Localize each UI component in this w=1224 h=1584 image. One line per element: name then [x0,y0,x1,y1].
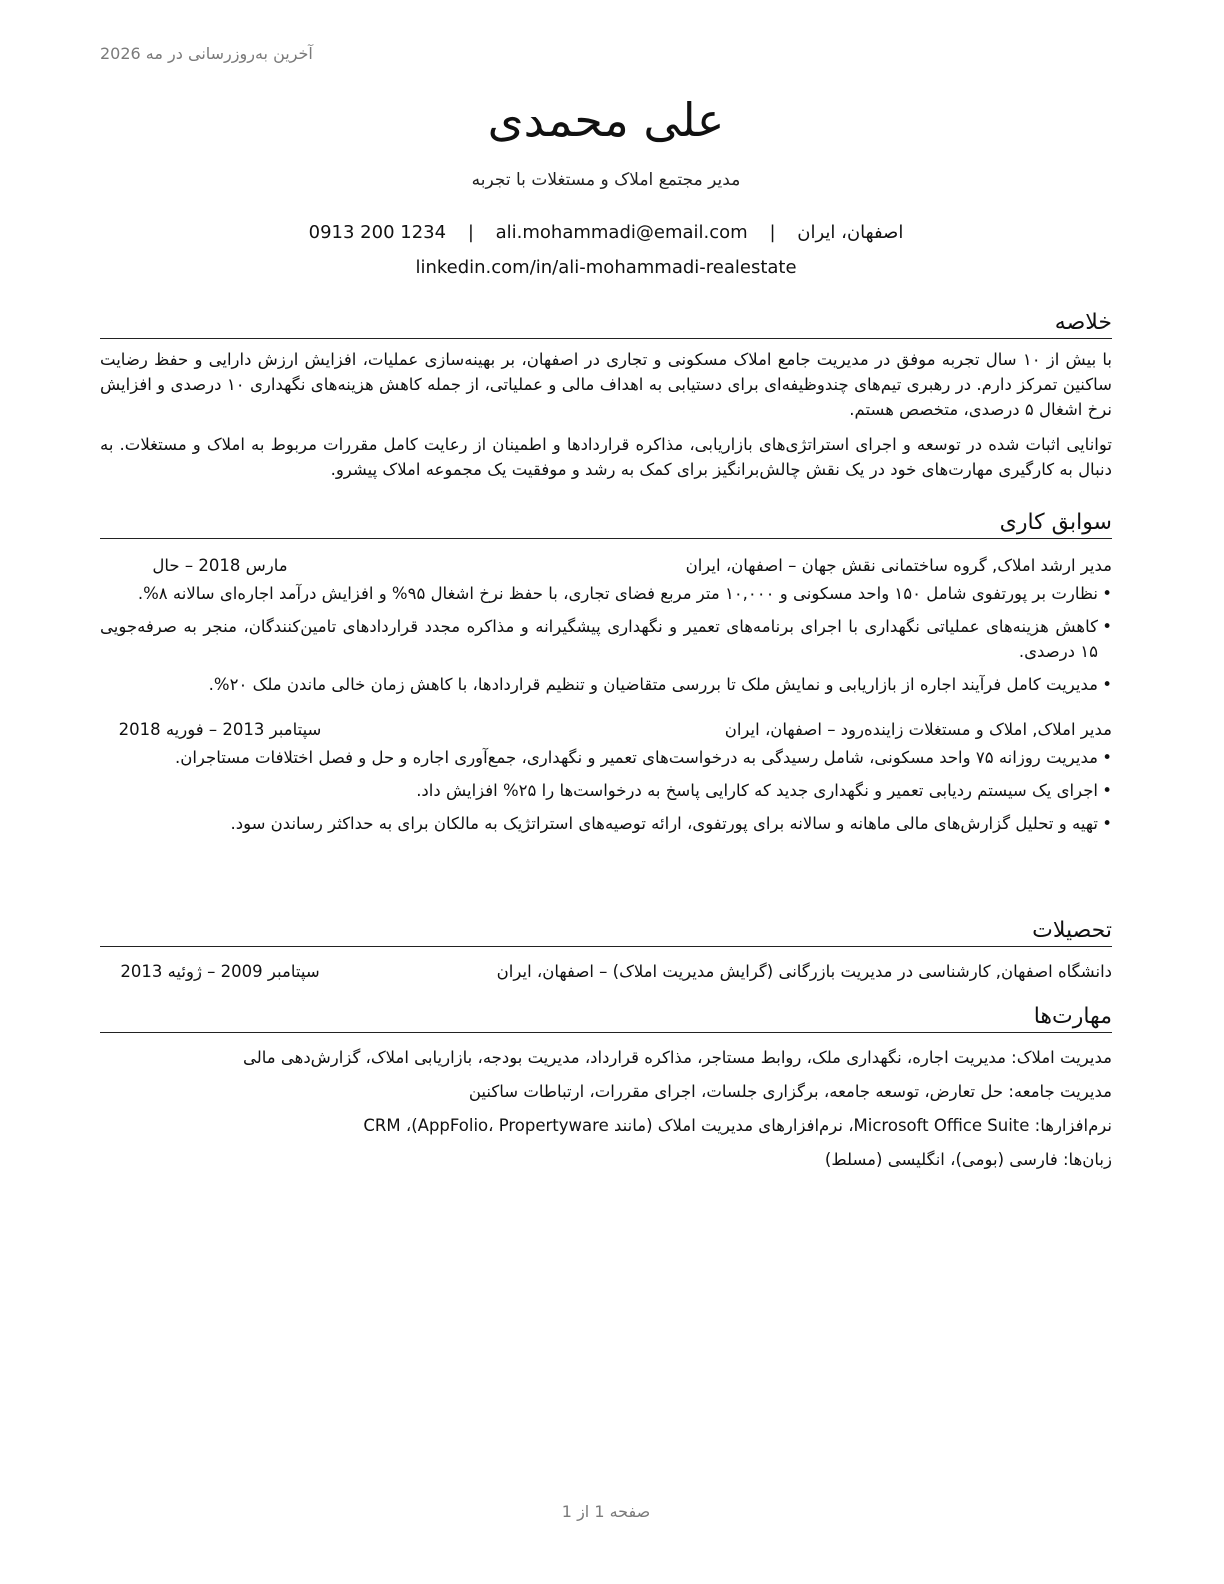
contact-separator: | [769,222,776,243]
contact-separator: | [467,222,474,243]
section-title: خلاصه [100,310,1112,339]
job-bullet: • کاهش هزینه‌های عملیاتی نگهداری با اجرای برنامه‌های تعمیر و نگهداری پیشگیرانه و مذاکره مجدد قراردادهای تامین‌کنندگان، منجر به صرفه‌جویی ۱۵ درصدی. [100,614,1112,664]
contact-linkedin[interactable]: linkedin.com/in/ali-mohammadi-realestate [415,257,797,278]
skills-section [100,1004,1112,1172]
job-title: مدیر املاک, املاک و مستغلات زاینده‌رود – اصفهان، ایران [724,720,1112,739]
candidate-name: علی محمدی [487,93,725,147]
job-bullet: • اجرای یک سیستم ردیابی تعمیر و نگهداری جدید که کارایی پاسخ به درخواست‌ها را ۲۵% افزایش داد. [100,778,1112,803]
candidate-headline: مدیر مجتمع املاک و مستغلات با تجربه [471,170,741,190]
job-dates: مارس 2018 – حال [152,556,288,575]
job-bullets [100,581,1112,697]
education-title: دانشگاه اصفهان, کارشناسی در مدیریت بازرگانی (گرایش مدیریت املاک) – اصفهان، ایران [496,962,1112,981]
job-bullets [100,745,1112,836]
summary-section [100,310,1112,482]
job-bullet: • تهیه و تحلیل گزارش‌های مالی ماهانه و سالانه برای پورتفوی، ارائه توصیه‌های استراتژیک به مالکان برای به حداکثر رساندن سود. [100,811,1112,836]
job-entry [100,717,1112,836]
job-dates: سپتامبر 2013 – فوریه 2018 [118,720,322,739]
contact-email[interactable]: ali.mohammadi@email.com [495,222,748,243]
job-title: مدیر ارشد املاک, گروه ساختمانی نقش جهان – اصفهان، ایران [685,556,1112,575]
job-header [100,553,1112,579]
section-title: سوابق کاری [100,510,1112,539]
education-entry [100,959,1112,985]
contact-location: اصفهان، ایران [797,222,904,243]
job-bullet: • نظارت بر پورتفوی شامل ۱۵۰ واحد مسکونی و ۱۰,۰۰۰ متر مربع فضای تجاری، با حفظ نرخ اشغال ۹۵% و افزایش درآمد اجاره‌ای سالانه ۸%. [100,581,1112,606]
experience-section [100,510,1112,844]
skill-line: نرم‌افزارها: Microsoft Office Suite، نرم‌افزارهای مدیریت املاک (مانند AppFolio، Propertyware)، CRM [363,1116,1112,1135]
job-bullet: • مدیریت کامل فرآیند اجاره از بازاریابی و نمایش ملک تا بررسی متقاضیان و تنظیم قراردادها، با کاهش زمان خالی ماندن ملک ۲۰%. [100,672,1112,697]
education-dates: سپتامبر 2009 – ژوئیه 2013 [120,962,320,981]
education-section [100,918,1112,985]
summary-paragraph: با بیش از ۱۰ سال تجربه موفق در مدیریت جامع املاک مسکونی و تجاری در اصفهان، بر بهینه‌سازی عملیات، افزایش ارزش دارایی و حفظ رضایت ساکنین تمرکز دارم. در رهبری تیم‌های چندوظیفه‌ای برای دستیابی به اهداف مالی و عملیاتی، از جمله کاهش هزینه‌های نگهداری ۱۰ درصدی و افزایش نرخ اشغال ۵ درصدی، متخصص هستم. [100,350,1112,419]
resume-page [100,0,1112,1584]
page-number: صفحه 1 از 1 [561,1502,651,1521]
job-header [100,717,1112,743]
job-entry [100,553,1112,697]
section-title: مهارت‌ها [100,1004,1112,1033]
last-updated-note: آخرین به‌روزرسانی در مه 2026 [100,44,313,63]
summary-paragraph: توانایی اثبات شده در توسعه و اجرای استراتژی‌های بازاریابی، مذاکره قراردادها و اطمینان از رعایت کامل مقررات مربوط به املاک و مستغلات. به دنبال به کارگیری مهارت‌های خود در یک نقش چالش‌برانگیز برای کمک به رشد و موفقیت یک مجموعه املاک پیشرو. [100,435,1112,479]
skill-line: مدیریت جامعه: حل تعارض، توسعه جامعه، برگزاری جلسات، اجرای مقررات، ارتباطات ساکنین [468,1082,1112,1101]
contact-phone[interactable]: 0913 200 1234 [308,222,447,243]
skill-line: زبان‌ها: فارسی (بومی)، انگلیسی (مسلط) [824,1150,1112,1169]
section-title: تحصیلات [100,918,1112,947]
contact-info [100,222,1112,243]
job-bullet: • مدیریت روزانه ۷۵ واحد مسکونی، شامل رسیدگی به درخواست‌های تعمیر و نگهداری، جمع‌آوری اجاره و حل و فصل اختلافات مستاجران. [100,745,1112,770]
skill-line: مدیریت املاک: مدیریت اجاره، نگهداری ملک، روابط مستاجر، مذاکره قرارداد، مدیریت بودجه، بازاریابی املاک، گزارش‌دهی مالی [242,1048,1112,1067]
